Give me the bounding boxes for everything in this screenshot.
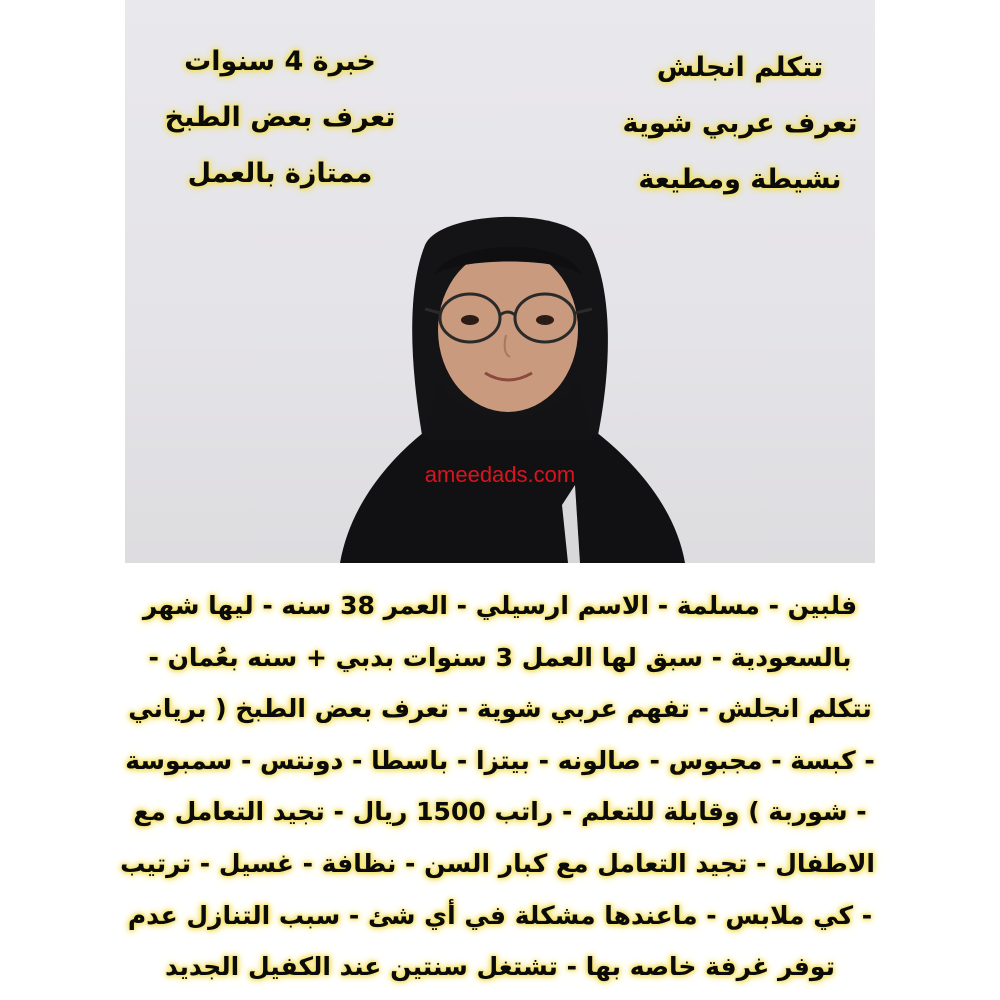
headline-right-line: تعرف عربي شوية: [622, 108, 858, 139]
description-line: - شوربة ) وقابلة للتعلم - راتب 1500 ريال - تجيد التعامل مع: [133, 797, 867, 827]
description-line: بالسعودية - سبق لها العمل 3 سنوات بدبي + سنه بعُمان -: [148, 642, 852, 672]
headline-left-line: ممتازة بالعمل: [187, 158, 373, 189]
description-line: - كبسة - مجبوس - صالونه - بيتزا - باسطا - دونتس - سمبوسة: [125, 745, 875, 775]
description-line: - كي ملابس - ماعندها مشكلة في أي شئ - سبب التنازل عدم: [127, 900, 873, 930]
headline-left-line: تعرف بعض الطبخ: [164, 102, 396, 133]
description-line: توفر غرفة خاصه بها - تشتغل سنتين عند الكفيل الجديد: [165, 952, 835, 982]
headline-right-line: تتكلم انجلش: [656, 52, 824, 83]
headline-right-list: [610, 40, 870, 208]
watermark-text: ameedads.com: [424, 462, 576, 487]
hijab-drape: [340, 420, 685, 563]
description-list: [120, 580, 875, 993]
headline-left-list: [150, 34, 410, 202]
headline-right-line: نشيطة ومطيعة: [638, 164, 842, 195]
description-line: فلبين - مسلمة - الاسم ارسيلي - العمر 38 سنه - ليها شهر: [142, 591, 858, 620]
face: [438, 248, 578, 412]
description-line: الاطفال - تجيد التعامل مع كبار السن - نظافة - غسيل - ترتيب: [120, 848, 875, 878]
headline-left-line: خبرة 4 سنوات: [184, 46, 376, 77]
portrait-figure: [330, 205, 690, 563]
description-line: تتكلم انجلش - تفهم عربي شوية - تعرف بعض الطبخ ( برياني: [128, 694, 872, 724]
